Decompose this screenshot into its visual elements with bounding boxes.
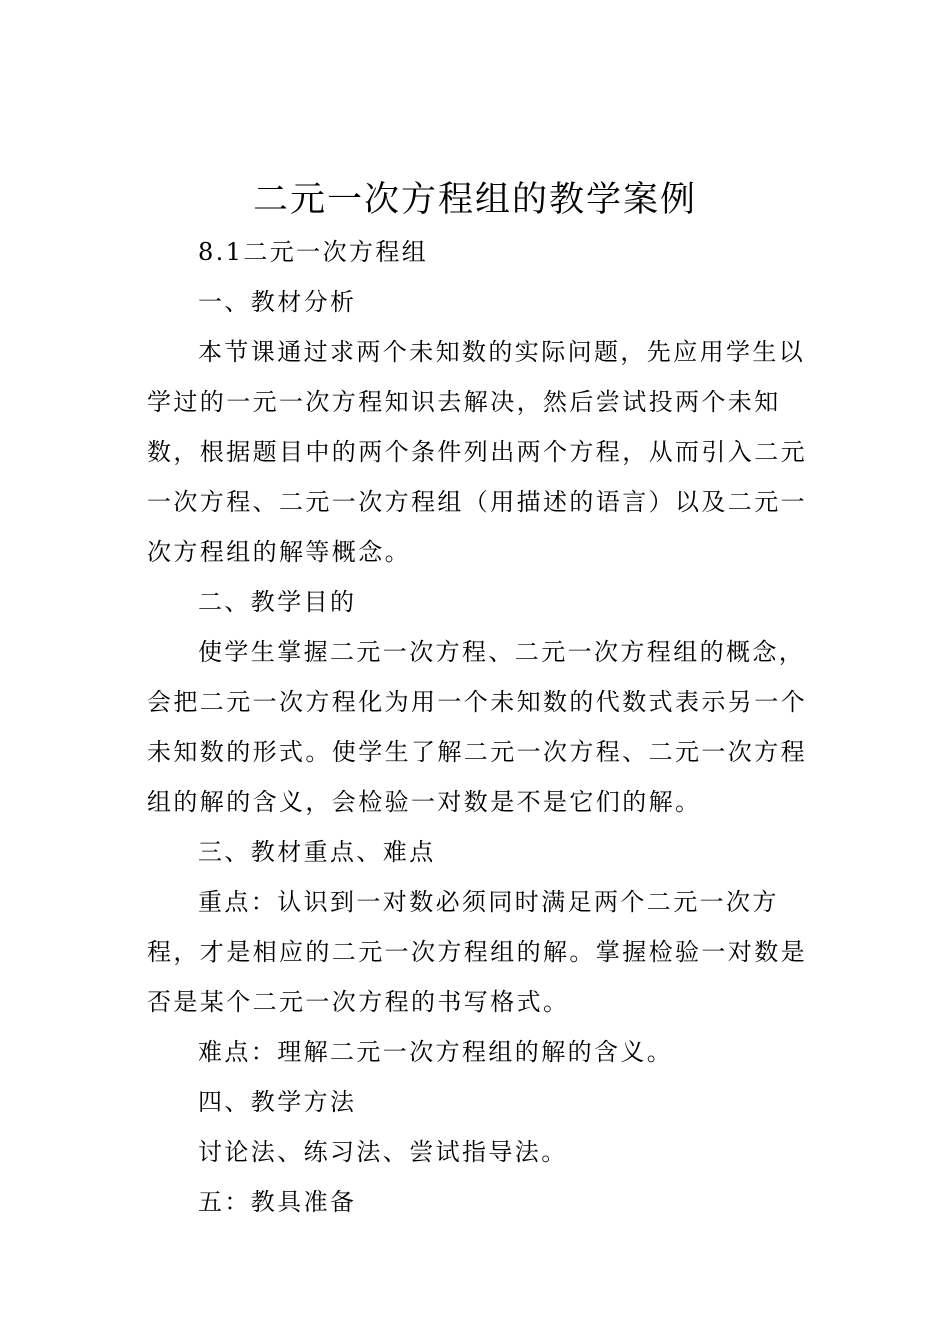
document-body (147, 227, 827, 1227)
heading-teaching-methods: 四、教学方法 (198, 1088, 357, 1116)
heading-key-points: 三、教材重点、难点 (198, 838, 436, 866)
paragraph-teaching-methods: 讨论法、练习法、尝试指导法。 (198, 1138, 568, 1166)
paragraph-textbook-analysis: 本节课通过求两个未知数的实际问题，先应用学生以学过的一元一次方程知识去解决，然后尝试投两个未知数，根据题目中的两个条件列出两个方程，从而引入二元一次方程、二元一次方程组（用描述的语言）以及二元一次方程组的解等概念。 (147, 338, 807, 566)
paragraph-teaching-goals: 使学生掌握二元一次方程、二元一次方程组的概念，会把二元一次方程化为用一个未知数的代数式表示另一个未知数的形式。使学生了解二元一次方程、二元一次方程组的解的含义，会检验一对数是不是它们的解。 (147, 638, 807, 816)
document-title: 二元一次方程组的教学案例 (252, 180, 697, 220)
paragraph-key-point: 重点：认识到一对数必须同时满足两个二元一次方程，才是相应的二元一次方程组的解。掌握检验一对数是否是某个二元一次方程的书写格式。 (147, 888, 807, 1016)
heading-textbook-analysis: 一、教材分析 (198, 288, 357, 316)
section-subtitle: 8.1二元一次方程组 (198, 238, 429, 266)
heading-teaching-goals: 二、教学目的 (198, 588, 357, 616)
paragraph-difficulty: 难点：理解二元一次方程组的解的含义。 (198, 1038, 674, 1066)
heading-teaching-aids: 五：教具准备 (198, 1188, 357, 1216)
